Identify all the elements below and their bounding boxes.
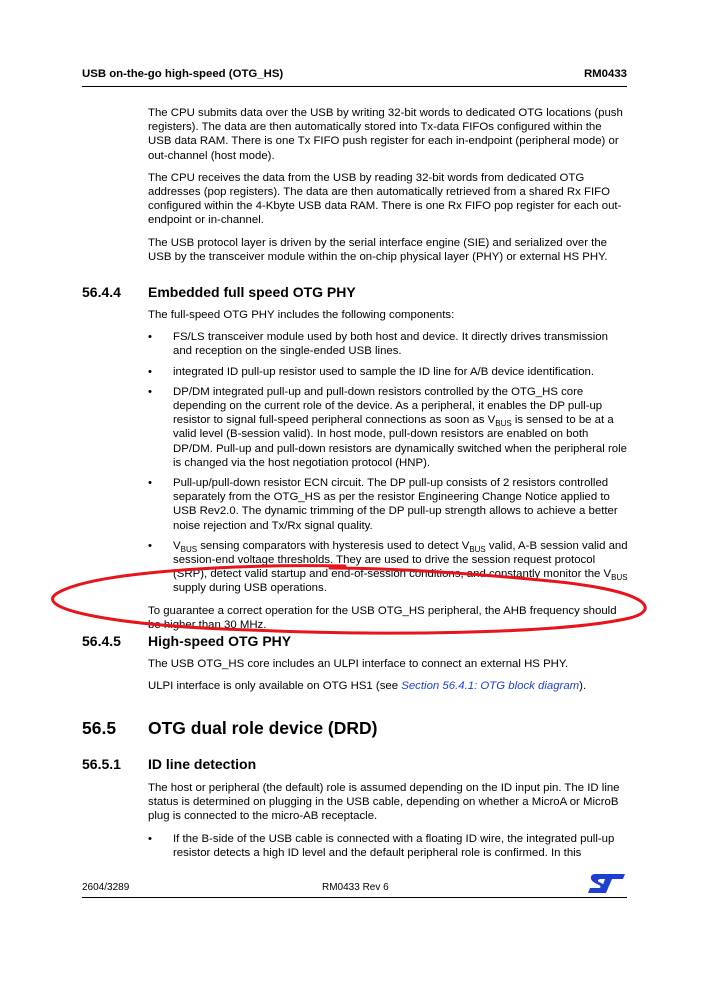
- bullet: •: [148, 477, 152, 490]
- subscript: BUS: [469, 544, 486, 554]
- section-title: ID line detection: [148, 756, 257, 772]
- section-paragraph: The USB OTG_HS core includes an ULPI interface to connect an external HS PHY.: [148, 658, 569, 670]
- subscript: BUS: [611, 573, 628, 583]
- list-item: [148, 539, 628, 596]
- list-item-text: Pull-up/pull-down resistor ECN circuit. The DP pull-up consists of 2 resistors controlled separately from the OTG_HS as per the resistor Engineering Change Notice applied to USB Rev2.0. The dynamic trimming of the DP pull-up strength allows to achieve a better noise rejection and Tx/Rx signal quality.: [173, 477, 618, 532]
- header-doc-id: RM0433: [583, 68, 627, 80]
- section-title: Embedded full speed OTG PHY: [148, 284, 356, 300]
- section-link[interactable]: Section 56.4.1: OTG block diagram: [401, 680, 580, 693]
- intro-paragraph: The CPU receives the data from the USB by reading 32-bit words from dedicated OTG addresses (pop registers). The data are then automatically retrieved from a shared Rx FIFO configured within the 4-Kbyte USB data RAM. There is one Rx FIFO pop register for each out-endpoint or in-channel.: [148, 171, 622, 227]
- text-run: valid, A-B session valid and session-end voltage thresholds. They are used to drive the session request protocol (SRP), detect valid startup and end-of-session conditions, and constantly monitor the V: [173, 539, 628, 581]
- intro-text: [148, 106, 628, 272]
- list-item: [148, 330, 628, 358]
- list-item-text: If the B-side of the USB cable is connected with a floating ID wire, the integrated pull-up resistor detects a high ID level and the default peripheral role is confirmed. In this: [173, 832, 615, 859]
- text-run: sensing comparators with hysteresis used to detect V: [197, 539, 470, 552]
- text-run: ULPI interface is only available on OTG HS1 (see: [148, 680, 402, 693]
- header-rule: [82, 86, 627, 87]
- list-item-text: [173, 540, 628, 595]
- id-detection-list: [148, 832, 628, 860]
- bullet: •: [148, 385, 152, 398]
- list-item-text: [173, 386, 627, 469]
- section-5651-body: [148, 781, 628, 866]
- list-item: [148, 476, 628, 533]
- text-run: DP/DM integrated pull-up and pull-down resistors controlled by the OTG_HS core depending on the current role of the device. As a peripheral, it enables the DP pull-up resistor to signal full-speed peripheral connections as soon as V: [173, 385, 603, 427]
- intro-paragraph: The CPU submits data over the USB by writing 32-bit words to dedicated OTG locations (push registers). The data are then automatically stored into Tx-data FIFOs configured within the USB data RAM. There is one Tx FIFO push register for each in-endpoint (peripheral mode) or out-channel (host mode).: [148, 107, 623, 162]
- header-title: USB on-the-go high-speed (OTG_HS): [82, 68, 284, 80]
- section-number: 56.5: [82, 718, 117, 738]
- section-5644-body: [148, 308, 628, 640]
- section-title: OTG dual role device (DRD): [148, 718, 378, 738]
- bullet: •: [148, 331, 152, 344]
- st-logo-icon: [587, 872, 627, 894]
- section-paragraph: [148, 679, 628, 693]
- page-number: 2604/3289: [82, 882, 130, 893]
- list-item-text: integrated ID pull-up resistor used to sample the ID line for A/B device identification.: [173, 365, 595, 378]
- bullet: •: [148, 365, 152, 378]
- text-run: supply during USB operations.: [173, 582, 327, 595]
- intro-paragraph: The USB protocol layer is driven by the serial interface engine (SIE) and serialized over the USB by the transceiver module within the on-chip physical layer (PHY) or external HS PHY.: [148, 236, 608, 263]
- list-item: [148, 385, 628, 470]
- bullet: •: [148, 832, 152, 845]
- list-item-text: FS/LS transceiver module used by both host and device. It directly drives transmission and reception on the single-ended USB lines.: [173, 331, 608, 358]
- page-header: [82, 68, 627, 84]
- subscript: BUS: [180, 544, 198, 554]
- text-run: ).: [579, 680, 587, 693]
- section-number: 56.5.1: [82, 756, 121, 772]
- page-footer: [82, 882, 627, 896]
- section-lead: The full-speed OTG PHY includes the following components:: [148, 309, 455, 321]
- component-list: [148, 330, 628, 595]
- bullet: •: [148, 539, 152, 552]
- section-paragraph: The host or peripheral (the default) role is assumed depending on the ID input pin. The ID line status is determined on plugging in the USB cable, depending on whether a MicroA or MicroB plug is connected to the micro-AB receptacle.: [148, 782, 620, 823]
- section-number: 56.4.5: [82, 633, 121, 649]
- list-item: [148, 832, 628, 860]
- section-5645-body: [148, 657, 628, 701]
- text-run: is sensed to be at a valid level (B-session valid). In host mode, pull-down resistors are enabled on both DP/DM. Pull-up and pull-down resistors are dynamically switched when the peripheral role is changed via the host negotiation protocol (HNP).: [173, 414, 627, 469]
- text-run: V: [173, 539, 181, 552]
- section-title: High-speed OTG PHY: [148, 633, 292, 649]
- section-number: 56.4.4: [82, 284, 121, 300]
- list-item: [148, 365, 628, 379]
- footer-rule: [82, 897, 627, 898]
- subscript: BUS: [495, 419, 512, 429]
- frequency-note: To guarantee a correct operation for the USB OTG_HS peripheral, the AHB frequency should be higher than 30 MHz.: [148, 604, 617, 631]
- footer-doc-revision: RM0433 Rev 6: [322, 882, 389, 893]
